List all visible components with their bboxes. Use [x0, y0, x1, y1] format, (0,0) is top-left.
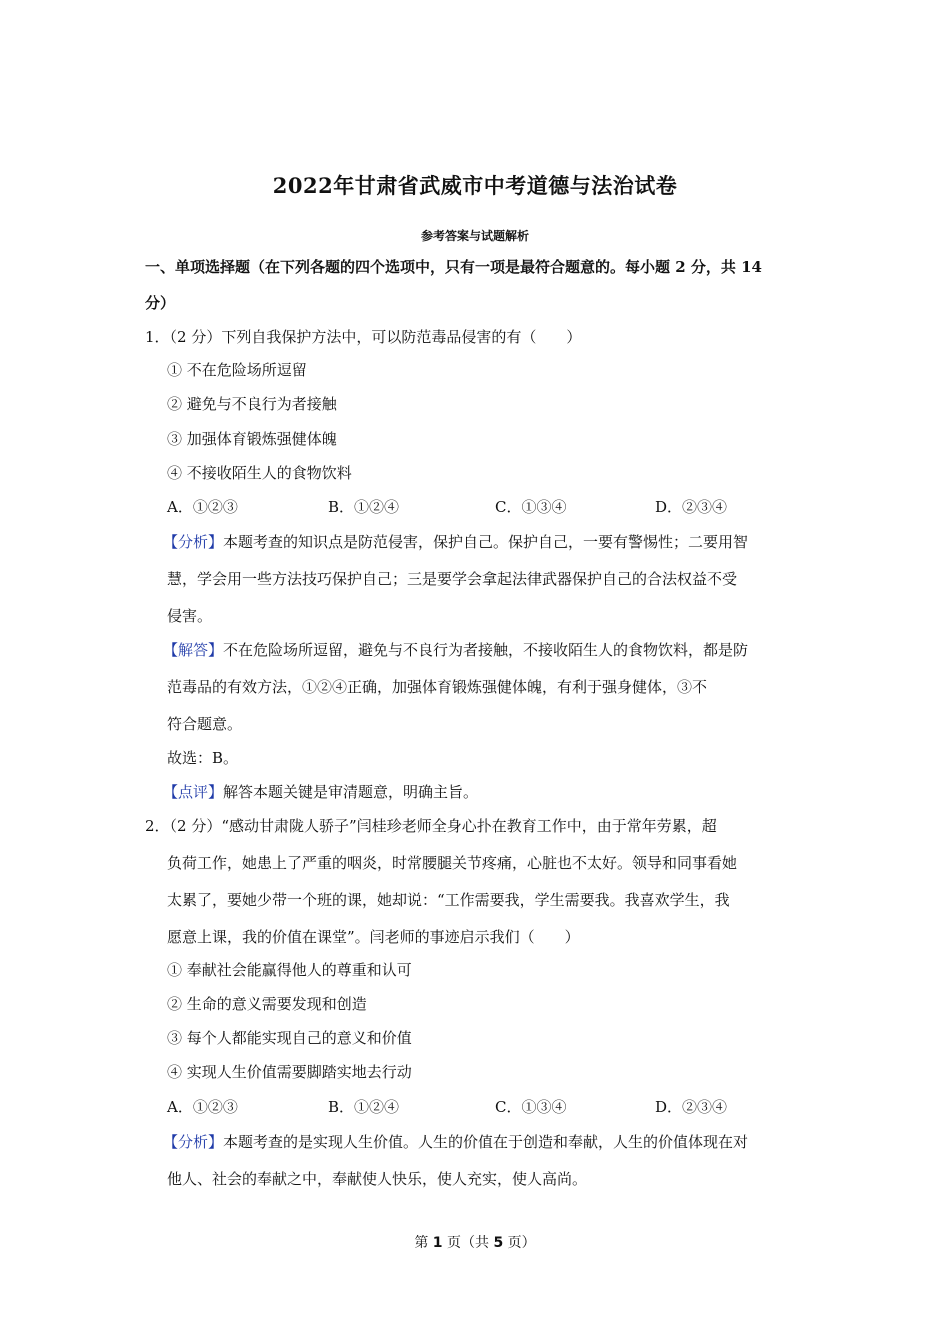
q1-options: [0, 496, 950, 518]
section-heading-cont: 分）: [145, 294, 176, 312]
document-title: 2022年甘肃省武威市中考道德与法治试卷: [272, 173, 678, 198]
q1-analysis-line: 侵害。: [167, 607, 213, 625]
q1-answer-line: 符合题意。: [167, 715, 243, 733]
q2-analysis-line: 他人、社会的奉献之中，奉献使人快乐，使人充实，使人高尚。: [167, 1170, 588, 1188]
q2-option-b: B．①②④: [328, 1098, 400, 1116]
q2-options: [0, 1096, 950, 1118]
page-total: 5: [493, 1235, 504, 1251]
q1-option-b: B．①②④: [328, 498, 400, 516]
q1-item: ④ 不接收陌生人的食物饮料: [167, 464, 352, 482]
q2-option-c: C．①③④: [495, 1098, 567, 1116]
q2-item: ② 生命的意义需要发现和创造: [167, 995, 367, 1013]
q2-item: ④ 实现人生价值需要脚踏实地去行动: [167, 1063, 412, 1081]
document-subtitle: 参考答案与试题解析: [420, 229, 529, 243]
q2-option-a: A．①②③: [167, 1098, 238, 1116]
analysis-tag: 【分析】: [163, 1133, 224, 1151]
q1-option-d: D．②③④: [655, 498, 728, 516]
q2-stem-line: 负荷工作，她患上了严重的咽炎，时常腰腿关节疼痛，心脏也不太好。领导和同事看她: [167, 854, 738, 872]
q1-item: ① 不在危险场所逗留: [167, 361, 307, 379]
q1-choice: 故选：B。: [167, 749, 239, 767]
section-heading: 一、单项选择题（在下列各题的四个选项中，只有一项是最符合题意的。每小题 2 分，共 14: [145, 258, 762, 276]
q1-stem: 1．（2 分）下列自我保护方法中，可以防范毒品侵害的有（ ）: [145, 328, 582, 346]
q1-answer-line: 【解答】不在危险场所逗留，避免与不良行为者接触，不接收陌生人的食物饮料，都是防: [163, 641, 749, 659]
q2-stem-line: 愿意上课，我的价值在课堂”。闫老师的事迹启示我们（ ）: [167, 928, 580, 946]
page-footer: 第 1 页（共 5 页）: [414, 1235, 536, 1251]
q2-option-d: D．②③④: [655, 1098, 728, 1116]
q2-item: ① 奉献社会能赢得他人的尊重和认可: [167, 961, 412, 979]
q2-stem-line: 太累了，要她少带一个班的课，她却说：“工作需要我，学生需要我。我喜欢学生，我: [167, 891, 730, 909]
q1-item: ② 避免与不良行为者接触: [167, 395, 337, 413]
q1-option-a: A．①②③: [167, 498, 238, 516]
analysis-tag: 【分析】: [163, 533, 224, 551]
page-number: 1: [432, 1235, 443, 1251]
q2-stem-line: 2．（2 分）“感动甘肃陇人骄子”闫桂珍老师全身心扑在教育工作中，由于常年劳累，超: [145, 817, 717, 835]
q1-analysis-line: 【分析】本题考查的知识点是防范侵害，保护自己。保护自己，一要有警惕性；二要用智: [163, 533, 749, 551]
q1-comment-line: 【点评】解答本题关键是审清题意，明确主旨。: [163, 783, 479, 801]
q1-item: ③ 加强体育锻炼强健体魄: [167, 430, 337, 448]
q1-option-c: C．①③④: [495, 498, 567, 516]
answer-tag: 【解答】: [163, 641, 224, 659]
q1-analysis-line: 慧，学会用一些方法技巧保护自己；三是要学会拿起法律武器保护自己的合法权益不受: [167, 570, 738, 588]
q2-item: ③ 每个人都能实现自己的意义和价值: [167, 1029, 412, 1047]
comment-tag: 【点评】: [163, 783, 224, 801]
q2-analysis-line: 【分析】本题考查的是实现人生价值。人生的价值在于创造和奉献，人生的价值体现在对: [163, 1133, 749, 1151]
q1-answer-line: 范毒品的有效方法，①②④正确，加强体育锻炼强健体魄，有利于强身健体，③不: [167, 678, 708, 696]
